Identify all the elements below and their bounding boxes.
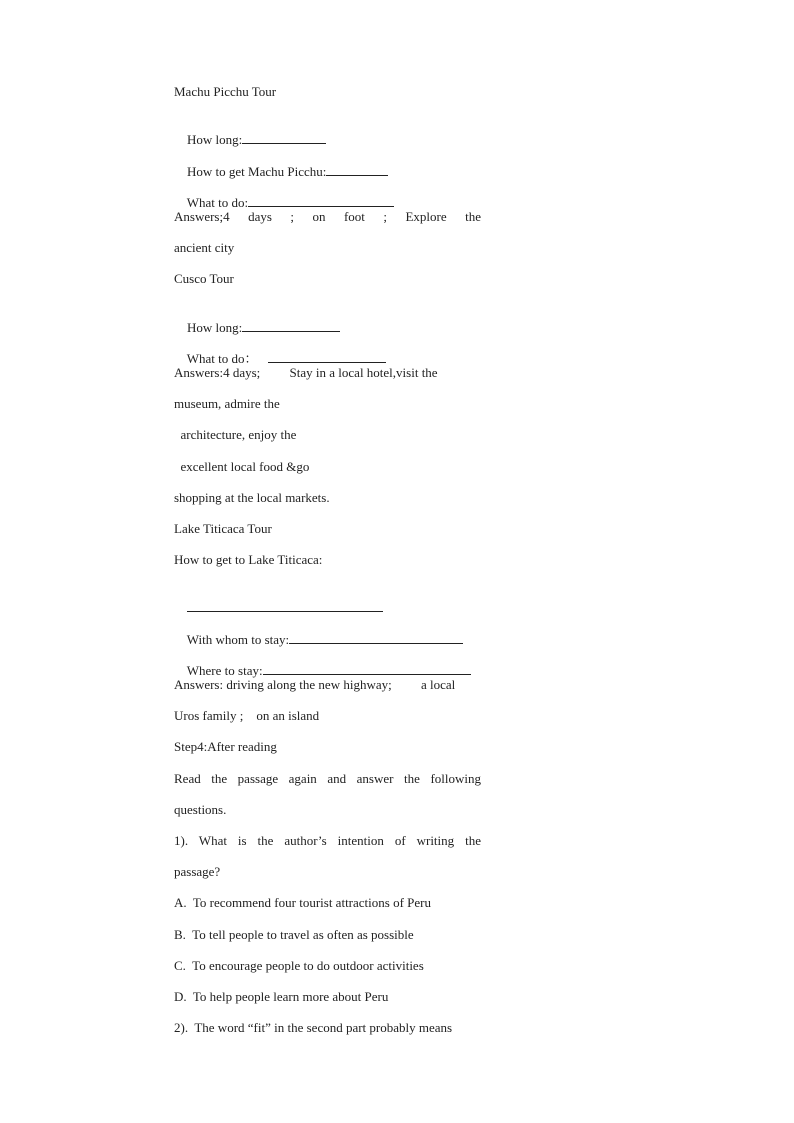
option-a: A. To recommend four tourist attractions of Peru [174,895,431,910]
answer-blank [242,319,340,332]
answers-cusco: Answers:4 days; Stay in a local hotel,visit the [174,365,438,380]
question-label: How long: [187,132,243,147]
question-label: What to do: [186,195,249,210]
answer-blank [242,131,326,144]
question-label: How long: [187,320,243,335]
answers-cusco-cont-2: architecture, enjoy the [174,427,297,442]
answers-titicaca: Answers: driving along the new highway; a local [174,677,456,692]
option-b: B. To tell people to travel as often as possible [174,927,414,942]
answer-blank [187,599,383,612]
heading-lake-titicaca-tour: Lake Titicaca Tour [174,521,272,536]
question-label: Where to stay: [186,663,263,678]
answer-blank [289,631,463,644]
answers-cusco-cont-3: excellent local food &go [174,459,310,474]
answer-blank [268,350,386,363]
answers-titicaca-cont: Uros family ; on an island [174,708,320,723]
answer-blank [326,163,388,176]
question-label: What to do： [186,351,258,366]
heading-cusco-tour: Cusco Tour [174,271,234,286]
question-1: 1). What is the author’s intention of writing the [174,833,481,848]
answer-blank [248,194,394,207]
option-c: C. To encourage people to do outdoor activities [174,958,424,973]
heading-machu-picchu-tour: Machu Picchu Tour [174,84,277,99]
question-label: With whom to stay: [186,632,290,647]
instruction-line-2: questions. [174,802,227,817]
step-after-reading: Step4:After reading [174,739,277,754]
question-how-to-get-titicaca: How to get to Lake Titicaca: [174,552,323,567]
option-d: D. To help people learn more about Peru [174,989,389,1004]
instruction-line-1: Read the passage again and answer the following [174,771,481,786]
answers-cusco-cont-4: shopping at the local markets. [174,490,330,505]
answers-cusco-cont-1: museum, admire the [174,396,280,411]
question-2: 2). The word “fit” in the second part probably means [174,1020,453,1035]
answer-blank [263,662,471,675]
question-1-cont: passage? [174,864,221,879]
answers-machu-picchu-cont: ancient city [174,240,235,255]
question-label: How to get Machu Picchu: [187,164,327,179]
answers-machu-picchu: Answers;4 days ; on foot ; Explore the [174,209,481,224]
